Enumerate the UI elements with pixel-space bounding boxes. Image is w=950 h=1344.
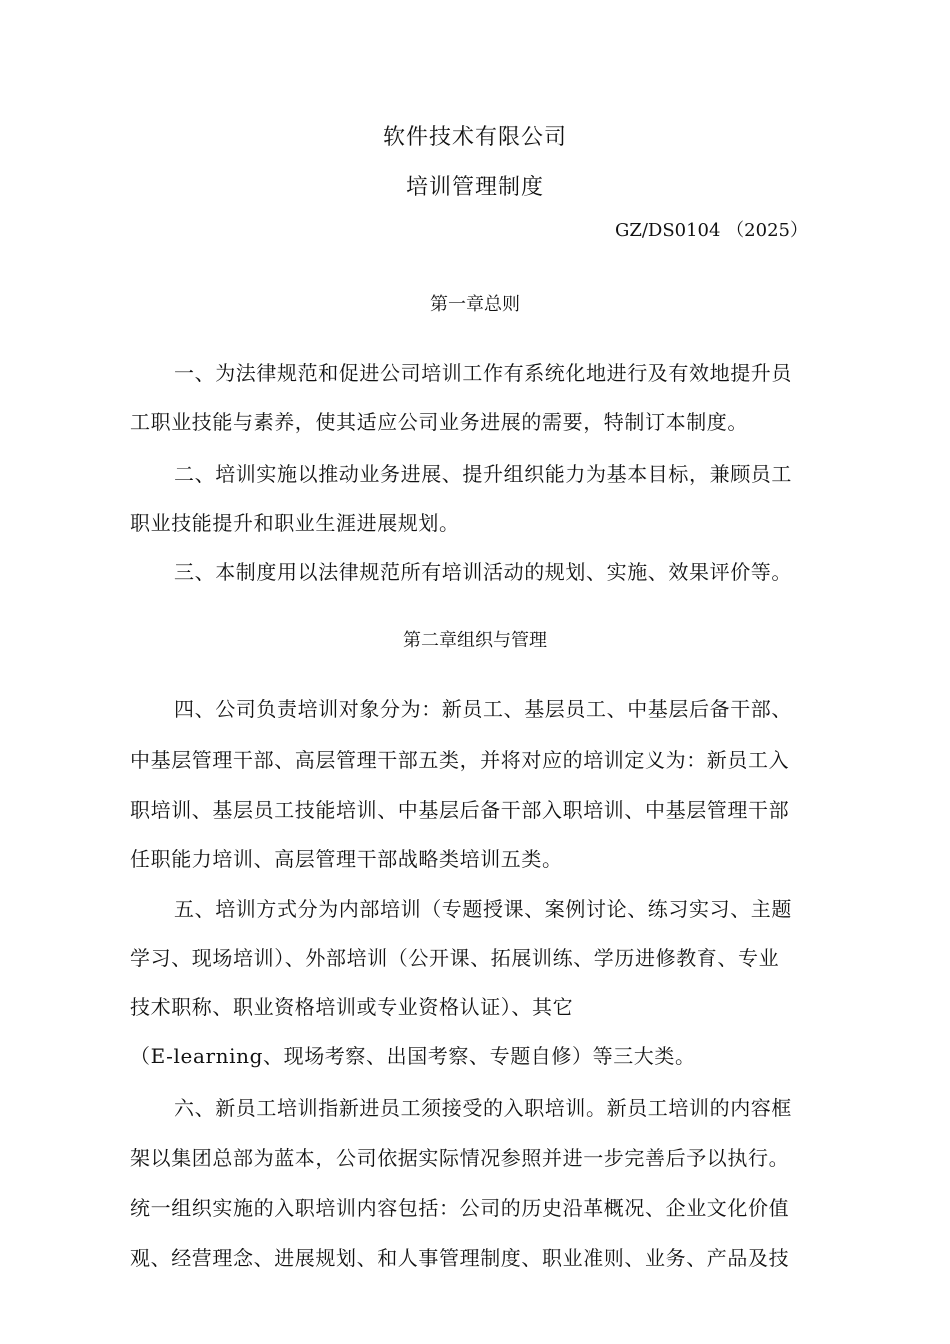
company-name: 软件技术有限公司 [382, 125, 567, 150]
paragraph-line: （E-learning、现场考察、出国考察、专题自修）等三大类。 [130, 1044, 696, 1068]
document-code: GZ/DS0104 （2025） [614, 220, 808, 241]
paragraph-line: 一、为法律规范和促进公司培训工作有系统化地进行及有效地提升员 [174, 361, 792, 385]
paragraph-line: 架以集团总部为蓝本，公司依据实际情况参照并进一步完善后予以执行。 [130, 1146, 790, 1170]
chapter-title: 第一章总则 [430, 294, 520, 315]
chapter-title: 第二章组织与管理 [403, 630, 547, 651]
paragraph-line: 学习、现场培训）、外部培训（公开课、拓展训练、学历进修教育、专业 [130, 946, 780, 970]
paragraph-line: 中基层管理干部、高层管理干部五类，并将对应的培训定义为：新员工入 [130, 748, 790, 772]
paragraph-line: 工职业技能与素养，使其适应公司业务进展的需要，特制订本制度。 [130, 410, 748, 434]
paragraph-line: 统一组织实施的入职培训内容包括：公司的历史沿革概况、企业文化价值 [130, 1196, 790, 1220]
document-title: 培训管理制度 [405, 175, 544, 200]
paragraph-line: 四、公司负责培训对象分为：新员工、基层员工、中基层后备干部、 [174, 697, 792, 721]
paragraph-line: 职培训、基层员工技能培训、中基层后备干部入职培训、中基层管理干部 [130, 798, 790, 822]
paragraph-line: 二、培训实施以推动业务进展、提升组织能力为基本目标，兼顾员工 [174, 462, 792, 486]
paragraph-line: 三、本制度用以法律规范所有培训活动的规划、实施、效果评价等。 [174, 560, 792, 584]
paragraph-line: 六、新员工培训指新进员工须接受的入职培训。新员工培训的内容框 [174, 1096, 792, 1120]
paragraph-line: 技术职称、职业资格培训或专业资格认证）、其它 [130, 995, 574, 1019]
paragraph-line: 五、培训方式分为内部培训（专题授课、案例讨论、练习实习、主题 [174, 897, 792, 921]
paragraph-line: 职业技能提升和职业生涯进展规划。 [130, 511, 460, 535]
paragraph-line: 观、经营理念、进展规划、和人事管理制度、职业准则、业务、产品及技 [130, 1246, 790, 1270]
paragraph-line: 任职能力培训、高层管理干部战略类培训五类。 [130, 847, 563, 871]
